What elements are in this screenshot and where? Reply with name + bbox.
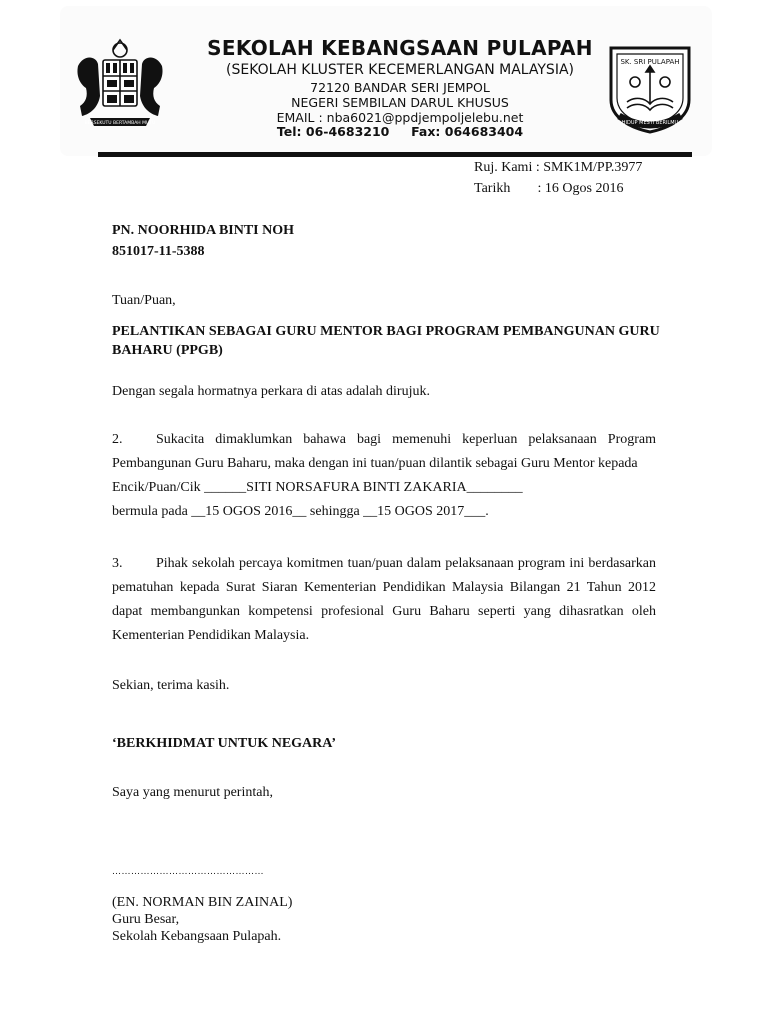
paragraph-3 [112, 552, 656, 648]
dates-line: bermula pada __15 OGOS 2016__ sehingga __15 OGOS 2017___. [112, 504, 489, 519]
paragraph-2 [112, 428, 656, 524]
intro-paragraph: Dengan segala hormatnya perkara di atas adalah dirujuk. [112, 384, 430, 399]
school-subtitle: (SEKOLAH KLUSTER KECEMERLANGAN MALAYSIA) [226, 62, 574, 78]
recipient-name: PN. NOORHIDA BINTI NOH [112, 223, 295, 238]
mentee-line: Encik/Puan/Cik ______SITI NORSAFURA BINTI ZAKARIA________ [112, 480, 523, 495]
paragraph-3-body: Pihak sekolah percaya komitmen tuan/puan dalam pelaksanaan program ini berdasarkan pematuhan kepada Surat Siaran Kementerian Pendidikan Malaysia Bilangan 21 Tahun 2012 dapat membangunkan kompetensi profesional Guru Baharu seperti yang dihasratkan oleh Kementerian Pendidikan Malaysia. [112, 556, 656, 643]
ruj-row [474, 157, 724, 178]
tarikh-label: Tarikh [474, 181, 511, 196]
signature-dots: ………………………………………… [112, 866, 264, 876]
signatory-title: Guru Besar, [112, 912, 180, 927]
address-line-2: NEGERI SEMBILAN DARUL KHUSUS [291, 95, 509, 110]
address-line-1: 72120 BANDAR SERI JEMPOL [310, 80, 490, 95]
crest-top-text: SK. SRI PULAPAH [620, 58, 680, 66]
salutation: Tuan/Puan, [112, 293, 176, 308]
email-line: EMAIL : nba6021@ppdjempoljelebu.net [276, 110, 524, 125]
motto-line: ‘BERKHIDMAT UNTUK NEGARA’ [112, 736, 337, 751]
paragraph-2-number: 2. [112, 432, 123, 447]
coat-of-arms-motto: BERSEKUTU BERTAMBAH MUTU [84, 121, 156, 126]
ruj-label: Ruj. Kami [474, 160, 533, 175]
signatory-school: Sekolah Kebangsaan Pulapah. [112, 929, 282, 944]
tarikh-value: : 16 Ogos 2016 [537, 181, 624, 196]
closing-line: Sekian, terima kasih. [112, 678, 230, 693]
ruj-value: : SMK1M/PP.3977 [535, 160, 643, 175]
reference-block [474, 157, 724, 199]
crest-bottom-text: HIDUP MESTI BERILMU [621, 120, 679, 126]
signature-block [112, 894, 292, 945]
tel-fax-line: Tel: 06-4683210 Fax: 064683404 [276, 124, 524, 139]
signoff-line: Saya yang menurut perintah, [112, 785, 273, 800]
signatory-name: (EN. NORMAN BIN ZAINAL) [112, 895, 293, 910]
subject-line: PELANTIKAN SEBAGAI GURU MENTOR BAGI PROGRAM PEMBANGUNAN GURU BAHARU (PPGB) [112, 324, 660, 358]
tarikh-row [474, 178, 724, 199]
school-name: SEKOLAH KEBANGSAAN PULAPAH [207, 36, 593, 60]
paragraph-2-text [112, 428, 656, 476]
paragraph-2-body: Sukacita dimaklumkan bahawa bagi memenuhi keperluan pelaksanaan Program Pembangunan Guru Baharu, maka dengan ini tuan/puan dilantik sebagai Guru Mentor kepada [112, 432, 656, 471]
paragraph-3-number: 3. [112, 556, 123, 571]
recipient-ic: 851017-11-5388 [112, 244, 205, 259]
